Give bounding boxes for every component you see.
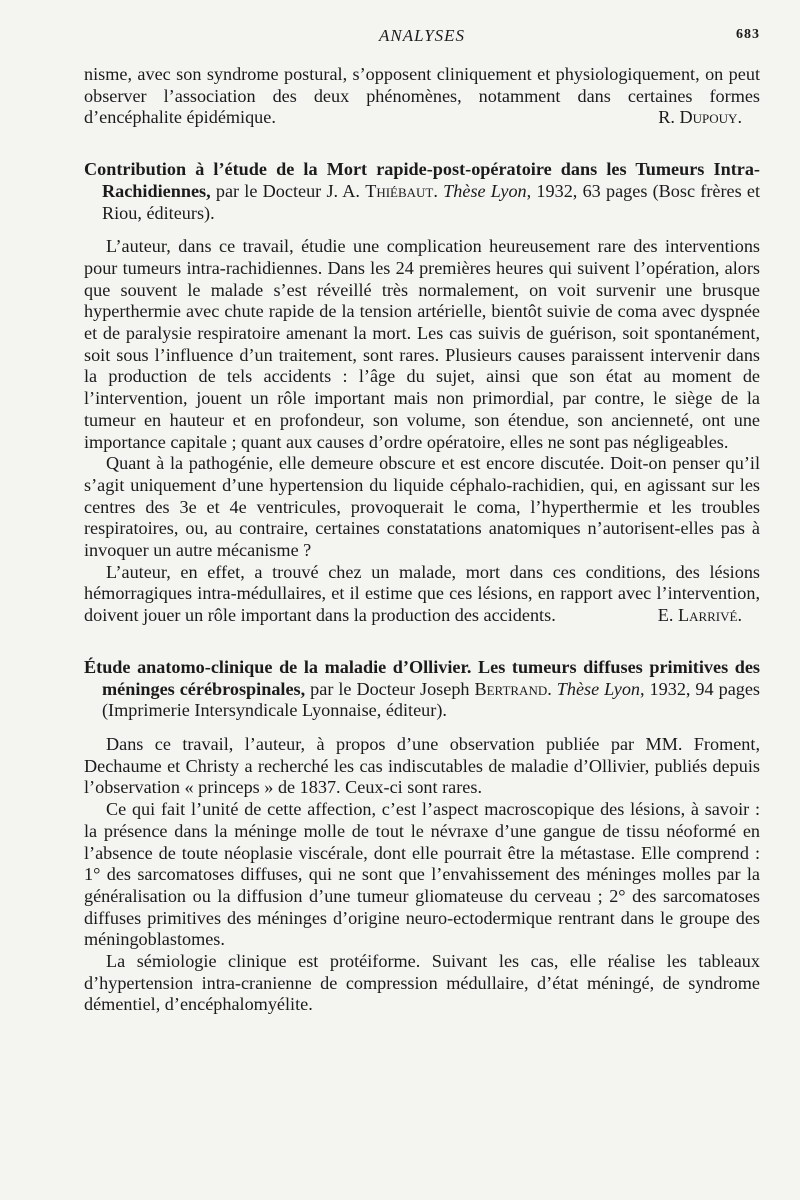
review-1-paragraph-3: L’auteur, en effet, a trouvé chez un malade, mort dans ces conditions, des lésions hémorragiques intra-médullaires, et il estime que ces lésions, en rapport avec l’intervention, doivent jouer un rôle important dans la production des accidents. E. Larrivé.	[84, 561, 760, 626]
review-2	[84, 657, 760, 1016]
review-1	[84, 159, 760, 627]
review-1-paragraph-1: L’auteur, dans ce travail, étudie une complication heureusement rare des interventions pour tumeurs intra-rachidiennes. Dans les 24 premières heures qui suivent l’opération, alors que souvent le malade s’est réveillé très normalement, on voit survenir une brusque hyperthermie avec chute rapide de la tension artérielle, bientôt suivie de coma avec dyspnée et de paralysie respiratoire amenant la mort. Les cas suivis de guérison, soit spontanément, soit sous l’influence d’un traitement, sont rares. Plusieurs causes paraissent intervenir dans la production de tels accidents : l’âge du sujet, ainsi que son état au moment de l’intervention, jouent un rôle important mais non primordial, par contre, le siège de la tumeur en hauteur et en profondeur, son volume, son étendue, son ancienneté, ont une importance capitale ; quant aux causes d’ordre opératoire, elles ne sont pas négligeables.	[84, 236, 760, 452]
running-head	[84, 26, 760, 52]
review-2-paragraph-1: Dans ce travail, l’auteur, à propos d’une observation publiée par MM. Froment, Dechaume et Christy a recherché les cas indiscutables de maladie d’Ollivier, publiés depuis l’observation « princeps » de 1837. Ceux-ci sont rares.	[84, 733, 760, 798]
page-number: 683	[736, 27, 760, 42]
intro-paragraph: nisme, avec son syndrome postural, s’opposent cliniquement et physiologiquement, on peut observer l’association des deux phénomènes, notamment dans certaines formes d’encéphalite épidémique. R. Dupouy.	[84, 64, 760, 128]
review-1-title: Contribution à l’étude de la Mort rapide-post-opératoire dans les Tumeurs Intra-Rachidiennes, par le Docteur J. A. Thiébaut. Thèse Lyon, 1932, 63 pages (Bosc frères et Riou, éditeurs).	[84, 159, 761, 223]
review-2-title: Étude anatomo-clinique de la maladie d’Ollivier. Les tumeurs diffuses primitives des méninges cérébrospinales, par le Docteur Joseph Bertrand. Thèse Lyon, 1932, 94 pages (Imprimerie Intersyndicale Lyonnaise, éditeur).	[84, 656, 761, 721]
review-1-author: Thiébaut	[365, 180, 434, 201]
review-2-author: Bertrand	[474, 678, 548, 699]
review-1-paragraph-2: Quant à la pathogénie, elle demeure obscure et est encore discutée. Doit-on penser qu’il s’agit uniquement d’une hypertension du liquide céphalo-rachidien, qui, en agissant sur les centres des 3e et 4e ventricules, provoquerait le coma, l’hyperthermie et les troubles respiratoires, ou, au contraire, certaines constatations anatomiques n’autorisent-elles pas à invoquer un autre mécanisme ?	[84, 453, 760, 561]
intro-signature: R. Dupouy.	[658, 107, 742, 128]
running-head-title: ANALYSES	[378, 26, 466, 45]
review-2-paragraph-2: Ce qui fait l’unité de cette affection, c’est l’aspect macroscopique des lésions, à savoir : la présence dans la méninge molle de tout le névraxe d’une gangue de tissu néoformé en l’absence de toute néoplasie viscérale, dont elle pourrait être la métastase. Elle comprend : 1° des sarcomatoses diffuses, qui ne sont que l’envahissement des méninges molles par la généralisation ou la diffusion d’une tumeur gliomateuse du cerveau ; 2° des sarcomatoses diffuses primitives des méninges d’origine neuro-ectodermique rentrant dans le groupe des méningoblastomes.	[84, 799, 760, 950]
review-1-signature: E. Larrivé.	[657, 605, 742, 626]
review-2-paragraph-3: La sémiologie clinique est protéiforme. Suivant les cas, elle réalise les tableaux d’hypertension intra-cranienne de compression médullaire, d’état méningé, de syndrome démentiel, d’encéphalomyélite.	[84, 951, 760, 1015]
intro-block	[84, 64, 760, 129]
